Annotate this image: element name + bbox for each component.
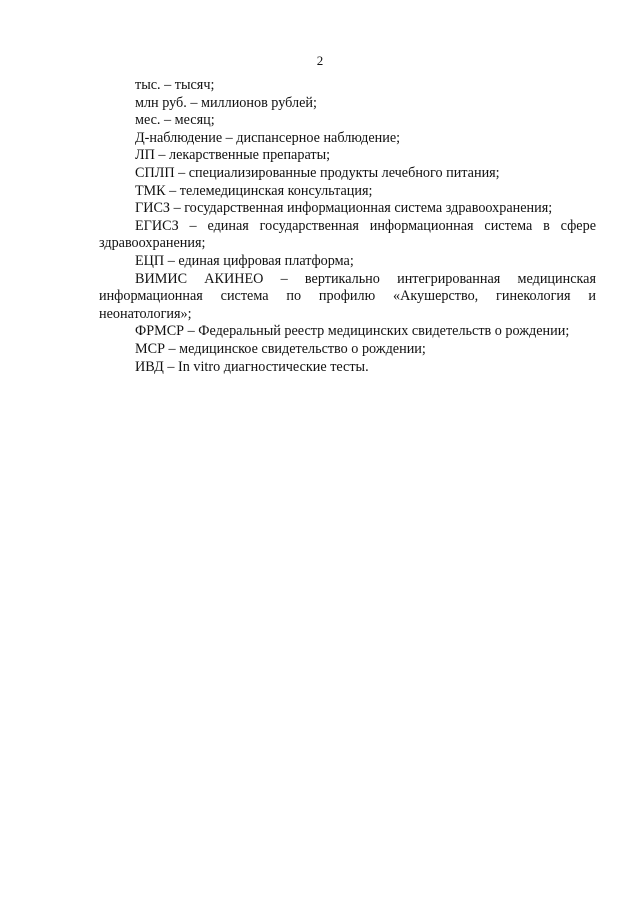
abbreviation-line: мес. – месяц; (135, 112, 215, 129)
abbreviation-line: Д-наблюдение – диспансерное наблюдение; (135, 129, 401, 146)
abbreviation-line-continuation: информационная система по профилю «Акушерство, гинекология и (99, 288, 596, 305)
abbreviation-line: ЕЦП – единая цифровая платформа; (135, 252, 354, 269)
abbreviation-line: СПЛП – специализированные продукты лечебного питания; (135, 164, 500, 181)
abbreviation-line: ТМК – телемедицинская консультация; (135, 182, 373, 199)
abbreviation-line-continuation: неонатология»; (99, 305, 192, 322)
abbreviations-list (99, 77, 596, 376)
abbreviation-line-continuation: здравоохранения; (99, 235, 206, 252)
abbreviation-line: ЕГИСЗ – единая государственная информационная система в сфере (135, 217, 596, 234)
abbreviation-line: МСР – медицинское свидетельство о рождении; (135, 340, 426, 357)
abbreviation-line: ФРМСР – Федеральный реестр медицинских свидетельств о рождении; (135, 323, 570, 340)
abbreviation-line: ВИМИС АКИНЕО – вертикально интегрированная медицинская (135, 270, 596, 287)
abbreviation-line: ГИСЗ – государственная информационная система здравоохранения; (135, 200, 553, 217)
abbreviation-line: ИВД – In vitro диагностические тесты. (135, 358, 369, 375)
abbreviation-line: тыс. – тысяч; (135, 77, 215, 93)
abbreviation-line: ЛП – лекарственные препараты; (135, 147, 331, 164)
abbreviation-line: млн руб. – миллионов рублей; (135, 94, 317, 111)
page-number: 2 (316, 53, 324, 68)
